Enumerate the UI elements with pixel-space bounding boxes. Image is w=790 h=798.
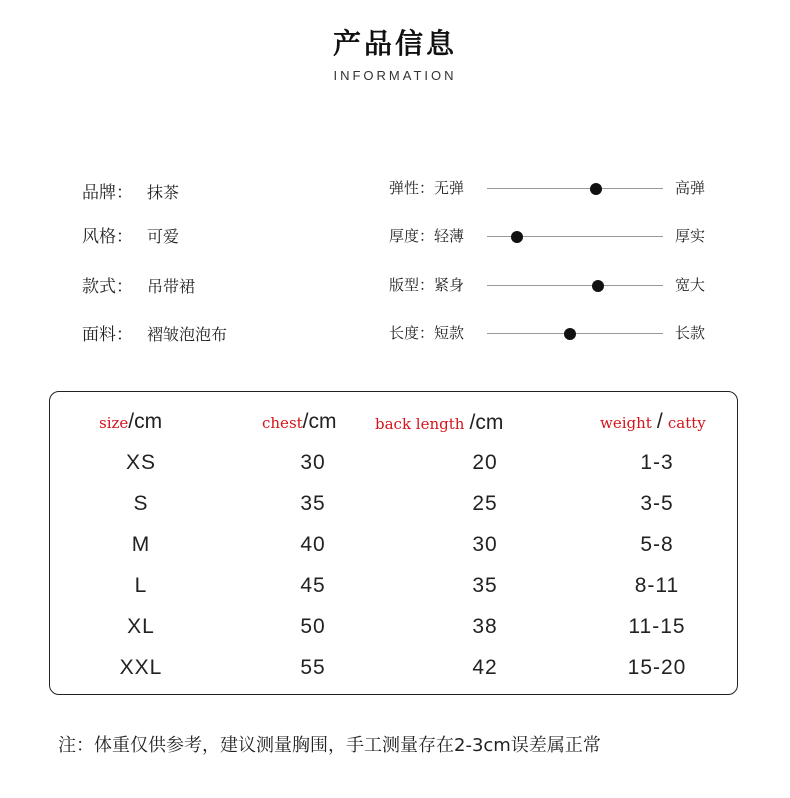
table-cell: XXL — [119, 656, 163, 679]
scale-high-label: 厚实 — [675, 227, 706, 245]
info-key: 面料： — [82, 325, 133, 345]
scale-track — [487, 188, 663, 189]
table-cell: 35 — [300, 492, 326, 515]
scale-label: 版型：紧身 — [389, 276, 465, 294]
info-style — [82, 222, 179, 247]
scale-label: 弹性：无弹 — [389, 179, 465, 197]
header-sep: / — [469, 411, 476, 434]
info-fabric — [82, 320, 227, 345]
table-cell: XS — [125, 451, 156, 474]
table-cell: 55 — [300, 656, 326, 679]
scale-high-label: 高弹 — [675, 179, 706, 197]
table-cell: 3-5 — [640, 492, 674, 515]
scale-track — [487, 285, 663, 286]
info-key: 品牌： — [82, 183, 133, 203]
table-cell: 5-8 — [640, 533, 674, 556]
scale-high-label: 长款 — [675, 324, 706, 342]
table-cell: 11-15 — [628, 615, 686, 638]
scale-length — [389, 322, 719, 346]
header-size — [99, 410, 162, 434]
table-cell: M — [131, 533, 151, 556]
scale-elasticity — [389, 177, 719, 201]
scale-marker — [564, 328, 576, 340]
info-value: 抹茶 — [147, 183, 180, 202]
header-back-length — [375, 411, 503, 435]
info-value: 可爱 — [147, 227, 180, 246]
header-unit: cm — [475, 411, 504, 434]
header-unit: cm — [134, 410, 163, 433]
header-weight — [600, 410, 706, 434]
header-name: back length — [375, 415, 465, 433]
table-cell: 1-3 — [640, 451, 674, 474]
scale-marker — [592, 280, 604, 292]
size-table — [49, 391, 738, 695]
table-cell: L — [134, 574, 148, 597]
scale-marker — [590, 183, 602, 195]
table-cell: 50 — [300, 615, 326, 638]
header-name: size — [99, 414, 129, 432]
table-cell: XL — [127, 615, 155, 638]
page-title: 产品信息 — [332, 27, 457, 60]
table-cell: 15-20 — [627, 656, 687, 679]
info-value: 吊带裙 — [147, 277, 196, 296]
info-key: 款式： — [82, 277, 133, 297]
header-sep: / — [302, 410, 309, 433]
scale-marker — [511, 231, 523, 243]
table-cell: 30 — [300, 451, 326, 474]
scale-thickness — [389, 225, 719, 249]
header-sep: / — [656, 410, 663, 433]
header-unit: catty — [667, 414, 706, 432]
table-cell: 38 — [472, 615, 498, 638]
table-cell: 30 — [472, 533, 498, 556]
header-chest — [262, 410, 337, 434]
table-cell: S — [133, 492, 149, 515]
table-cell: 35 — [472, 574, 498, 597]
measurement-note: 注：体重仅供参考，建议测量胸围，手工测量存在2-3cm误差属正常 — [58, 735, 601, 756]
info-type — [82, 272, 195, 297]
page-subtitle: INFORMATION — [333, 68, 457, 83]
table-cell: 45 — [300, 574, 326, 597]
scale-high-label: 宽大 — [675, 276, 706, 294]
header-sep: / — [128, 410, 135, 433]
table-cell: 42 — [472, 656, 498, 679]
table-cell: 8-11 — [634, 574, 680, 597]
info-value: 褶皱泡泡布 — [147, 325, 228, 344]
scale-fit — [389, 274, 719, 298]
scale-label: 长度：短款 — [389, 324, 465, 342]
info-brand — [82, 178, 179, 203]
table-cell: 25 — [472, 492, 498, 515]
table-cell: 40 — [300, 533, 326, 556]
header-unit: cm — [308, 410, 337, 433]
header-name: weight — [600, 414, 652, 432]
header-name: chest — [262, 414, 303, 432]
table-cell: 20 — [472, 451, 498, 474]
scale-label: 厚度：轻薄 — [389, 227, 465, 245]
info-key: 风格： — [82, 227, 133, 247]
